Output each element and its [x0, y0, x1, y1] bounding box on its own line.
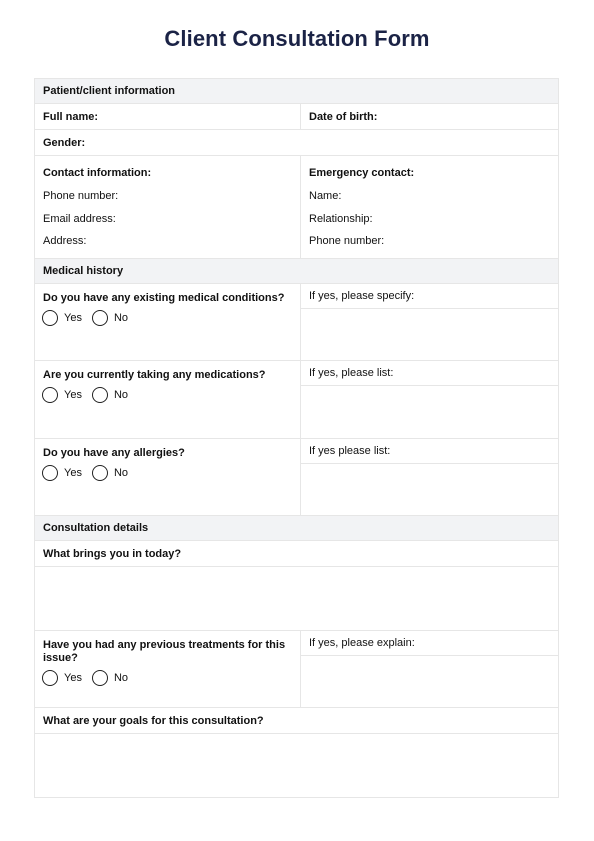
no-label: No [113, 389, 129, 401]
reason-answer-field[interactable] [35, 567, 558, 630]
medical-conditions-row [35, 284, 558, 361]
no-label: No [113, 672, 129, 684]
consultation-form [34, 78, 559, 798]
date-of-birth-field[interactable]: Date of birth: [309, 110, 378, 123]
previous-treatment-followup [301, 631, 558, 707]
previous-treatment-explain-field[interactable] [301, 656, 558, 707]
radio-circle-icon[interactable] [92, 387, 108, 403]
previous-treatment-row [35, 631, 558, 708]
contact-information-label: Contact information: [43, 167, 152, 179]
previous-treatment-question [35, 631, 301, 707]
medications-no-radio[interactable] [93, 387, 128, 403]
medications-followup [301, 361, 558, 438]
allergies-question [35, 439, 301, 515]
gender-field[interactable]: Gender: [43, 136, 86, 149]
emergency-name-field[interactable]: Name: [309, 190, 342, 202]
medical-conditions-specify-label: If yes, please specify: [301, 284, 558, 309]
radio-circle-icon[interactable] [42, 670, 58, 686]
allergies-list-field[interactable] [301, 464, 558, 515]
goals-label: What are your goals for this consultation? [43, 714, 264, 727]
emergency-relationship-field[interactable]: Relationship: [309, 212, 373, 225]
radio-circle-icon[interactable] [92, 310, 108, 326]
phone-number-field[interactable]: Phone number: [43, 190, 119, 202]
name-dob-row [35, 104, 558, 130]
radio-circle-icon[interactable] [42, 387, 58, 403]
yes-label: Yes [64, 389, 82, 401]
previous-treatment-yes-radio[interactable] [43, 670, 82, 686]
allergies-no-radio[interactable] [93, 465, 128, 481]
previous-treatment-no-radio[interactable] [93, 670, 128, 686]
reason-answer-row [35, 567, 558, 631]
goals-row [35, 708, 558, 734]
email-address-field[interactable]: Email address: [43, 212, 116, 225]
section-header-medical: Medical history [35, 259, 558, 284]
allergies-row [35, 439, 558, 516]
allergies-options [43, 465, 290, 481]
emergency-contact-block [301, 156, 558, 258]
radio-circle-icon[interactable] [92, 465, 108, 481]
medications-list-label: If yes, please list: [301, 361, 558, 386]
allergies-followup [301, 439, 558, 515]
medications-question [35, 361, 301, 438]
section-header-consultation: Consultation details [35, 516, 558, 541]
medications-list-field[interactable] [301, 386, 558, 438]
contact-row [35, 156, 558, 259]
previous-treatment-explain-label: If yes, please explain: [301, 631, 558, 656]
emergency-phone-field[interactable]: Phone number: [309, 235, 385, 247]
yes-label: Yes [64, 672, 82, 684]
medications-row [35, 361, 558, 439]
medical-conditions-label: Do you have any existing medical conditions? [43, 292, 285, 304]
no-label: No [113, 312, 129, 324]
goals-answer-row [35, 734, 558, 797]
gender-row [35, 130, 558, 156]
medical-conditions-no-radio[interactable] [93, 310, 128, 326]
reason-label: What brings you in today? [43, 547, 182, 560]
allergies-yes-radio[interactable] [43, 465, 82, 481]
goals-answer-field[interactable] [35, 734, 558, 797]
medical-conditions-options [43, 310, 290, 326]
contact-information-block [35, 156, 301, 258]
radio-circle-icon[interactable] [42, 465, 58, 481]
address-field[interactable]: Address: [43, 235, 87, 247]
medications-yes-radio[interactable] [43, 387, 82, 403]
medical-conditions-followup [301, 284, 558, 360]
medical-conditions-question [35, 284, 301, 360]
medications-label: Are you currently taking any medications? [43, 369, 266, 381]
previous-treatment-options [43, 670, 290, 686]
section-header-patient: Patient/client information [35, 79, 558, 104]
no-label: No [113, 467, 129, 479]
full-name-field[interactable]: Full name: [35, 104, 301, 129]
radio-circle-icon[interactable] [42, 310, 58, 326]
medical-conditions-yes-radio[interactable] [43, 310, 82, 326]
radio-circle-icon[interactable] [92, 670, 108, 686]
allergies-list-label: If yes please list: [301, 439, 558, 464]
medications-options [43, 387, 290, 403]
emergency-contact-label: Emergency contact: [309, 167, 415, 179]
allergies-label: Do you have any allergies? [43, 447, 185, 459]
page-title: Client Consultation Form [164, 26, 430, 51]
reason-row [35, 541, 558, 567]
yes-label: Yes [64, 312, 82, 324]
previous-treatment-label: Have you had any previous treatments for this issue? [43, 639, 286, 664]
yes-label: Yes [64, 467, 82, 479]
medical-conditions-specify-field[interactable] [301, 309, 558, 360]
